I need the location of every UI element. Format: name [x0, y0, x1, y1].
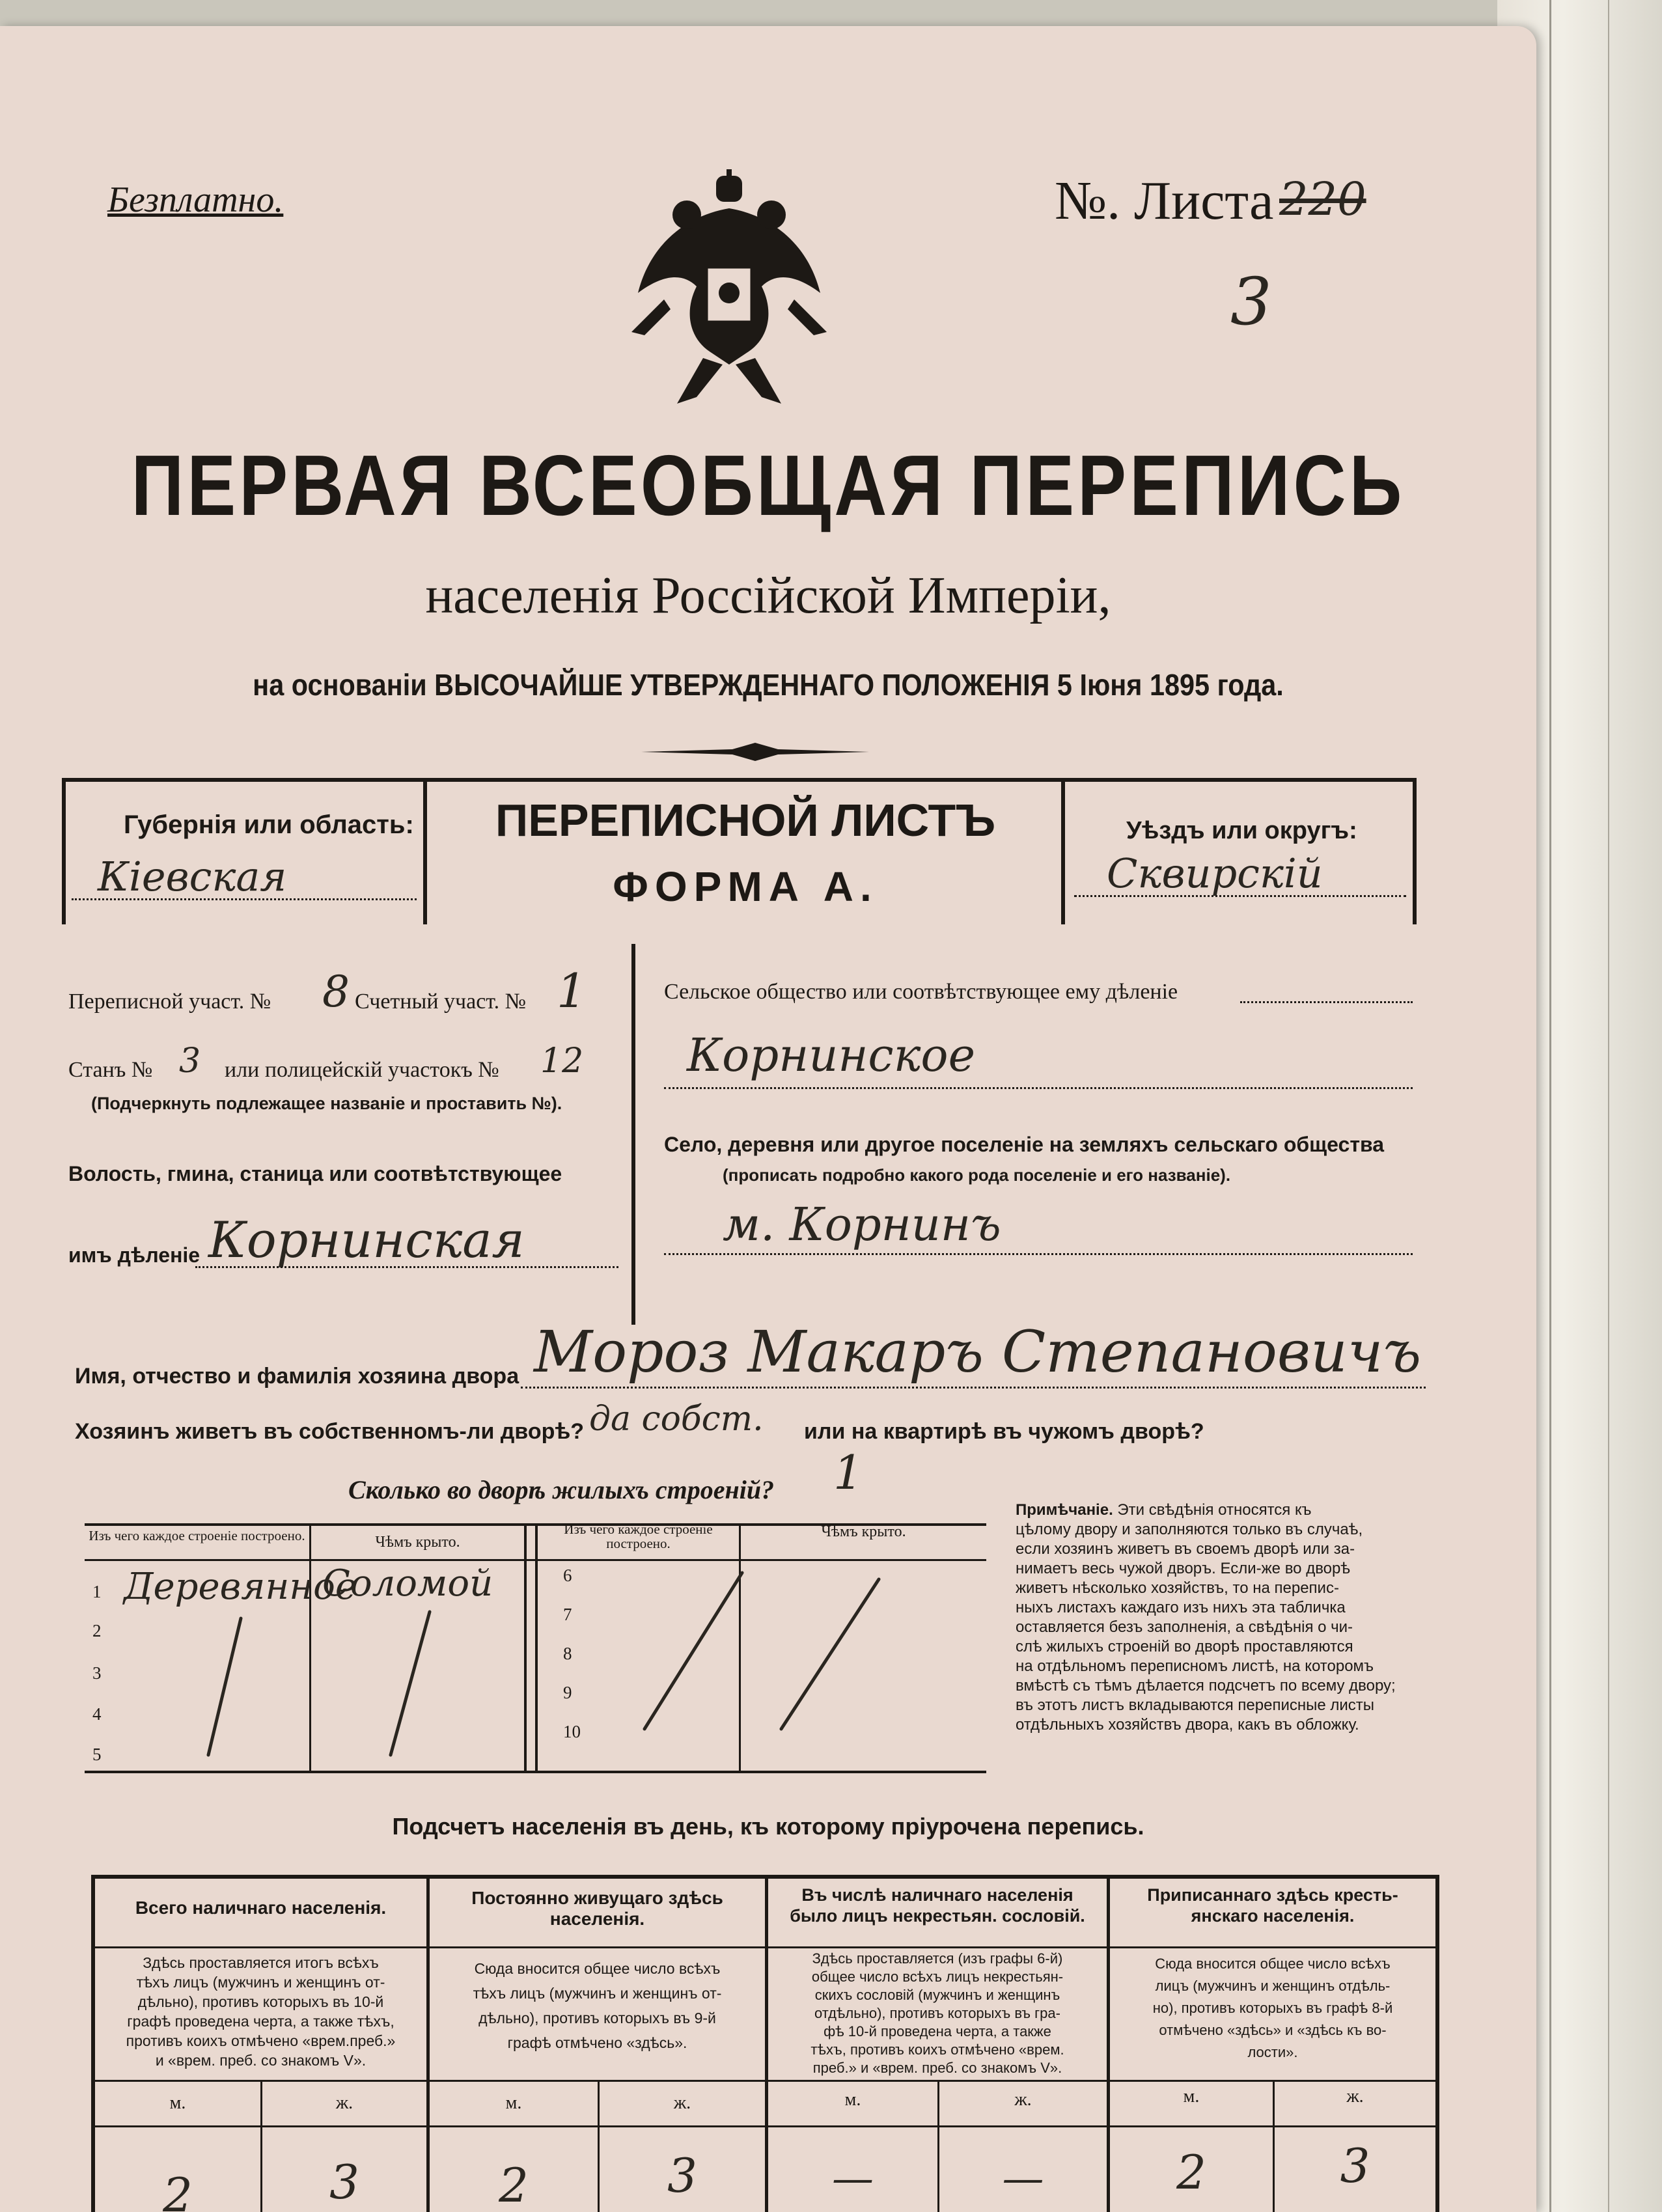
count-col-desc	[430, 1956, 765, 2055]
row-number: 3	[92, 1663, 102, 1683]
count-col-title-line: было лицъ некрестьян. сословій.	[790, 1906, 1085, 1926]
village-note: (прописать подробно какого рода поселеніе и его названіе).	[723, 1165, 1231, 1185]
row-number: 2	[92, 1621, 102, 1640]
count-table-desc-line	[91, 2080, 1439, 2082]
male-label: м.	[169, 2093, 186, 2113]
note-line: если хозяинъ живетъ въ своемъ дворѣ или за-	[1016, 1540, 1355, 1558]
female-value: 3	[667, 2148, 697, 2203]
count-col-title	[430, 1888, 765, 1929]
rented-label: или на квартирѣ въ чужомъ дворѣ?	[804, 1419, 1204, 1444]
row-number: 9	[563, 1683, 572, 1702]
count-col-desc	[1110, 1953, 1435, 2064]
male-value: 2	[1176, 2145, 1206, 2200]
count-heading: Подсчетъ населенія въ день, къ которому пріурочена перепись.	[392, 1813, 1144, 1840]
buildings-value: 1	[833, 1445, 863, 1500]
volost-label-2: имъ дѣленіе	[68, 1243, 201, 1267]
census-area-value: 8	[322, 967, 350, 1017]
count-table-title-line	[91, 1946, 1439, 1948]
female-label: ж.	[1014, 2090, 1032, 2110]
desc-line: дѣльно), противъ которыхъ въ 10-й	[137, 1993, 384, 2010]
fill-line	[195, 1266, 618, 1268]
desc-line: противъ коихъ отмѣчено «врем.преб.»	[126, 2032, 396, 2049]
desc-line: дѣльно), противъ которыхъ въ 9-й	[478, 2010, 716, 2026]
note-title: Примѣчаніе.	[1016, 1501, 1113, 1519]
desc-line: тѣхъ, противъ коихъ отмѣчено «врем.	[810, 2041, 1064, 2058]
desc-line: Здѣсь проставляется итогъ всѣхъ	[143, 1954, 379, 1971]
column-header-roof: Чѣмъ крыто.	[821, 1523, 906, 1540]
row-number: 10	[563, 1722, 581, 1741]
column-header-material: Изъ чего каждое строеніе построено.	[564, 1521, 713, 1551]
row-number: 5	[92, 1745, 102, 1764]
divider	[1061, 778, 1065, 924]
note-line: Эти свѣдѣнія относятся къ	[1117, 1501, 1312, 1519]
desc-line: Сюда вносится общее число всѣхъ	[474, 1960, 721, 1977]
fill-line	[521, 1387, 1426, 1389]
desc-line: Сюда вносится общее число всѣхъ	[1155, 1956, 1391, 1972]
desc-line: отдѣльно), противъ которыхъ въ гра-	[814, 2005, 1060, 2021]
divider	[62, 778, 66, 924]
double-headed-eagle-icon	[625, 169, 833, 417]
count-col-title-line: населенія.	[549, 1909, 645, 1929]
volost-value: Корнинская	[208, 1211, 525, 1269]
province-value: Кіевская	[98, 853, 287, 900]
note-line: въ этотъ листъ вкладываются переписные листы	[1016, 1696, 1375, 1714]
row-number: 4	[92, 1704, 102, 1724]
desc-line: лости».	[1247, 2044, 1298, 2060]
desc-line: преб.» и «врем. преб. со знакомъ V».	[812, 2060, 1062, 2076]
village-value: м. Корнинъ	[723, 1198, 1001, 1251]
village-label: Село, деревня или другое поселеніе на земляхъ сельскаго общества	[664, 1133, 1385, 1156]
row-number: 7	[563, 1605, 572, 1624]
sheet-edge	[1608, 0, 1609, 2212]
male-label: м.	[1183, 2086, 1200, 2107]
fill-line	[1074, 895, 1406, 897]
row-number: 8	[563, 1644, 572, 1663]
note-line: цѣлому двору и заполняются только въ случаѣ,	[1016, 1521, 1363, 1538]
note-line: живетъ нѣсколько хозяйствъ, то на перепис-	[1016, 1579, 1339, 1597]
fill-line	[664, 1253, 1413, 1255]
dash-marks	[85, 1560, 986, 1771]
male-value: 2	[499, 2158, 529, 2212]
note-line: ныхъ листахъ каждаго изъ нихъ эта табличка	[1016, 1599, 1346, 1616]
form-name: ФОРМА А.	[613, 863, 878, 910]
sheet-number-label: №. Листа	[1055, 171, 1274, 231]
row-number: 1	[92, 1582, 102, 1601]
desc-line: но), противъ которыхъ въ графѣ 8-й	[1152, 2000, 1393, 2016]
row1-material: Деревянное	[124, 1566, 357, 1608]
count-area-label: Счетный участ. №	[355, 989, 527, 1014]
district-label: Уѣздъ или округъ:	[1126, 817, 1357, 844]
male-label: м.	[505, 2093, 522, 2113]
desc-line: скихъ сословій (мужчинъ и женщинъ	[814, 1987, 1060, 2003]
desc-line: графѣ проведена черта, а также тѣхъ,	[127, 2013, 395, 2030]
fill-line	[1240, 1001, 1413, 1003]
note-line: вмѣстѣ съ тѣмъ дѣлается подсчетъ по всему двору;	[1016, 1677, 1396, 1694]
police-value: 12	[540, 1042, 584, 1081]
column-header-material: Изъ чего каждое строеніе построено.	[89, 1528, 305, 1543]
male-value: 2	[163, 2168, 193, 2212]
desc-line: тѣхъ лицъ (мужчинъ и женщинъ от-	[136, 1974, 385, 1991]
sheet-number-handwritten: 3	[1230, 264, 1272, 340]
form-box-top-line	[62, 778, 1416, 782]
count-col-title	[768, 1885, 1107, 1926]
count-col-desc	[768, 1950, 1107, 2077]
volost-label: Волость, гмина, станица или соотвѣтствующее	[68, 1162, 562, 1185]
own-yard-value: да собст.	[589, 1400, 764, 1439]
sheet-edge	[1549, 0, 1551, 2212]
female-value: 3	[329, 2155, 359, 2209]
page-subtitle: населенія Россійской Имперіи,	[425, 567, 1111, 624]
desc-line: и «врем. преб. со знакомъ V».	[155, 2052, 367, 2069]
note-line: слѣ жилыхъ строеній во дворѣ проставляются	[1016, 1638, 1353, 1655]
note-line: отдѣльныхъ хозяйствъ двора, какъ въ обложку.	[1016, 1716, 1359, 1734]
row1-roof: Соломой	[322, 1562, 493, 1605]
page-title: ПЕРВАЯ ВСЕОБЩАЯ ПЕРЕПИСЬ	[131, 437, 1406, 533]
note-line: на отдѣльномъ переписномъ листѣ, на которомъ	[1016, 1657, 1374, 1675]
desc-line: общее число всѣхъ лицъ некрестьян-	[811, 1969, 1064, 1985]
count-table-mf-line	[91, 2125, 1439, 2127]
stan-note: (Подчеркнуть подлежащее названіе и проставить №).	[91, 1094, 562, 1113]
count-col-title-line: Въ числѣ наличнаго населенія	[801, 1885, 1073, 1905]
male-value: —	[832, 2155, 874, 2203]
province-label: Губернія или область:	[124, 810, 414, 839]
fill-line	[72, 898, 417, 900]
female-value: —	[1002, 2155, 1044, 2203]
form-title: ПЕРЕПИСНОЙ ЛИСТЪ	[495, 795, 996, 846]
desc-line: тѣхъ лицъ (мужчинъ и женщинъ от-	[473, 1985, 722, 2002]
section-divider	[631, 944, 635, 1325]
count-table-right	[1435, 1875, 1439, 2212]
desc-line: Здѣсь проставляется (изъ графы 6-й)	[812, 1950, 1063, 1967]
female-value: 3	[1340, 2138, 1370, 2193]
male-label: м.	[844, 2090, 861, 2110]
count-col-title-line: Постоянно живущаго здѣсь	[471, 1888, 723, 1908]
stan-value: 3	[179, 1042, 201, 1081]
fill-line	[664, 1087, 1413, 1089]
owner-name-label: Имя, отчество и фамилія хозяина двора	[75, 1364, 519, 1389]
buildings-label: Сколько во дворѣ жилыхъ строеній?	[348, 1475, 775, 1504]
divider	[1413, 778, 1417, 924]
desc-line: графѣ отмѣчено «здѣсь».	[507, 2034, 687, 2051]
divider	[423, 778, 427, 924]
own-yard-label: Хозяинъ живетъ въ собственномъ-ли дворѣ?	[75, 1419, 585, 1444]
desc-line: фѣ 10-й проведена черта, а также	[824, 2023, 1051, 2039]
society-value: Корнинское	[687, 1029, 976, 1082]
count-col-title	[1110, 1885, 1435, 1926]
desc-line: лицъ (мужчинъ и женщинъ отдѣль-	[1155, 1978, 1391, 1994]
society-label: Сельское общество или соотвѣтствующее ему дѣленіе	[664, 980, 1178, 1004]
count-col-title-line: Приписаннаго здѣсь кресть-	[1147, 1885, 1398, 1905]
legal-basis: на основаніи ВЫСОЧАЙШЕ УТВЕРЖДЕННАГО ПОЛОЖЕНІЯ 5 Іюня 1895 года.	[253, 668, 1284, 702]
desc-line: отмѣчено «здѣсь» и «здѣсь къ во-	[1159, 2022, 1387, 2038]
stan-label: Станъ №	[68, 1058, 153, 1082]
column-header-roof: Чѣмъ крыто.	[375, 1534, 460, 1551]
female-label: ж.	[335, 2093, 353, 2113]
police-label: или полицейскій участокъ №	[225, 1058, 499, 1082]
count-col-desc	[95, 1953, 426, 2070]
count-col-title-line: Всего наличнаго населенія.	[135, 1898, 387, 1918]
sheet-number-crossed: 220	[1279, 173, 1366, 226]
count-col-title-line: янскаго населенія.	[1191, 1906, 1355, 1926]
count-col-title	[95, 1898, 426, 1918]
census-area-label: Переписной участ. №	[68, 989, 271, 1014]
district-value: Сквирскій	[1107, 850, 1323, 897]
note-line: оставляется безъ заполненія, а свѣдѣнія о чи-	[1016, 1618, 1353, 1636]
table-bottom-line	[85, 1771, 986, 1773]
female-label: ж.	[673, 2093, 691, 2113]
female-label: ж.	[1346, 2086, 1364, 2107]
note-line: нимаетъ весь чужой дворъ. Если-же во дворѣ	[1016, 1560, 1351, 1577]
note-block	[1016, 1500, 1442, 1735]
owner-name-value: Мороз Макаръ Степановичъ	[534, 1318, 1422, 1385]
row-number: 6	[563, 1566, 572, 1585]
free-label: Безплатно.	[107, 180, 284, 220]
census-sheet	[0, 26, 1536, 2212]
ornament-divider	[641, 739, 869, 765]
count-area-value: 1	[557, 963, 587, 1018]
